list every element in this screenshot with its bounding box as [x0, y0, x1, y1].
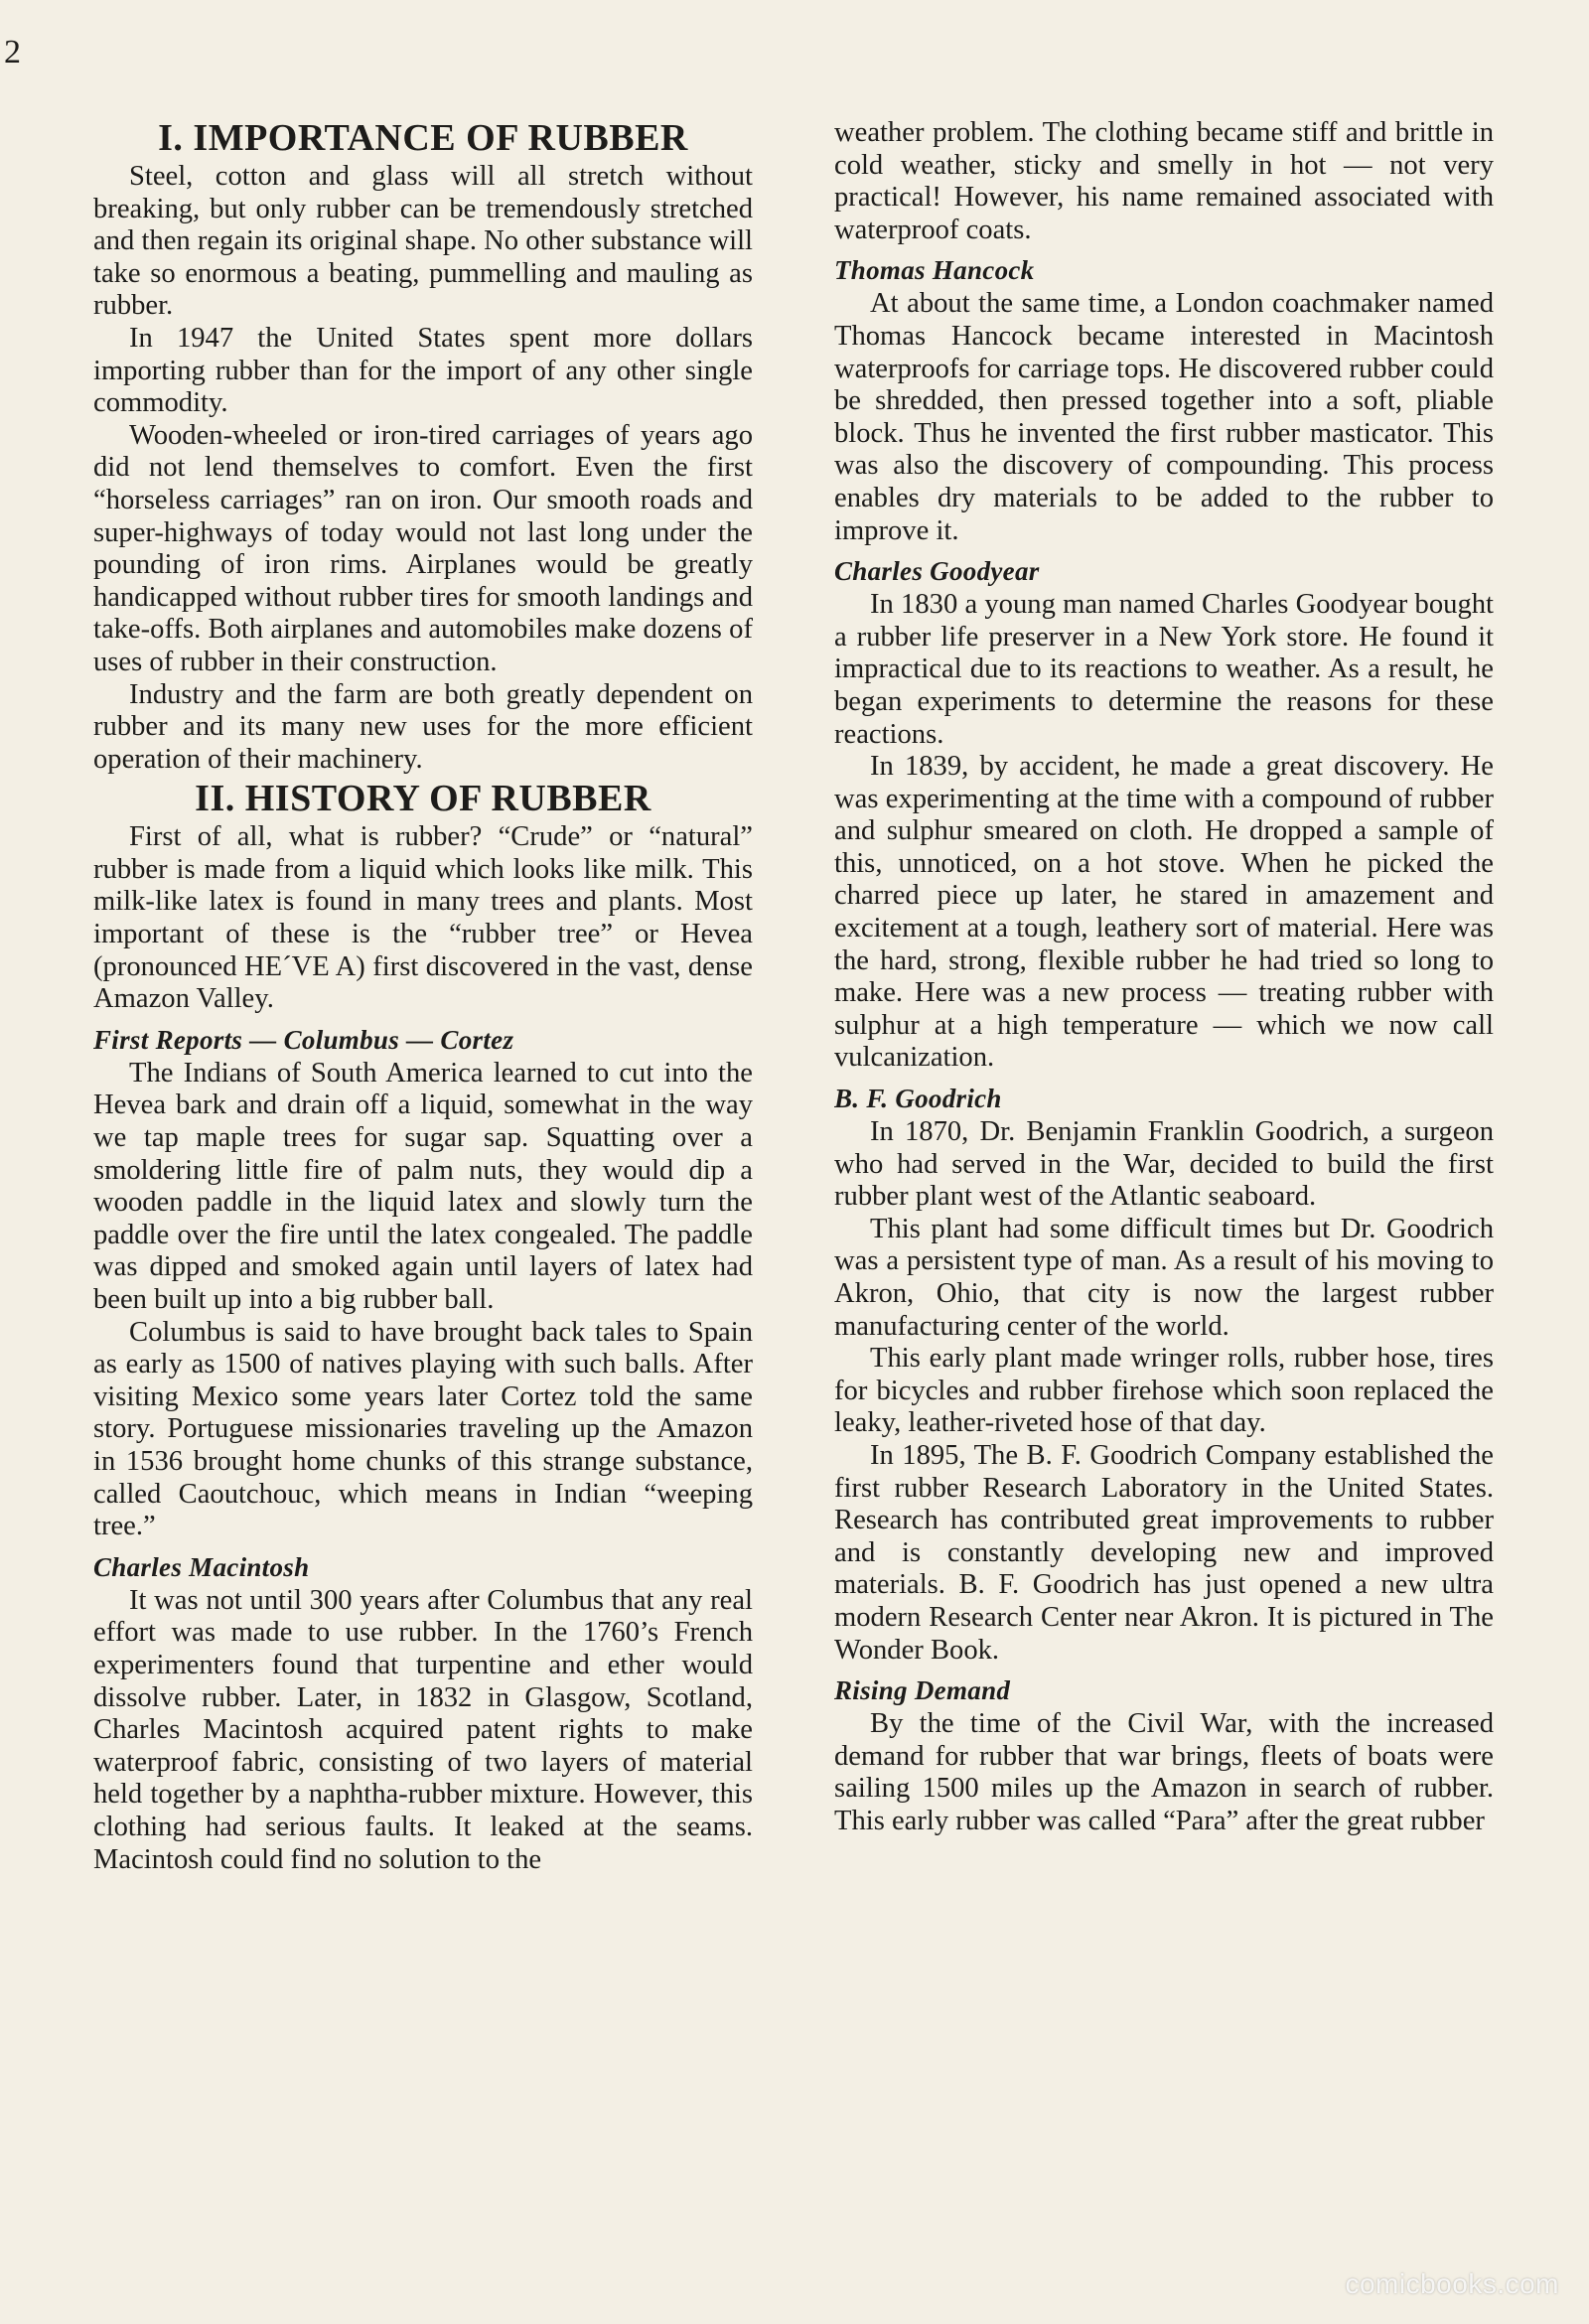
right-column	[834, 117, 1494, 2302]
paragraph: Industry and the farm are both greatly dependent on rubber and its many new uses for the more efficient operation of their machinery.	[93, 678, 753, 775]
watermark: comicbooks.com	[1345, 2268, 1559, 2299]
paragraph: In 1839, by accident, he made a great discovery. He was experimenting at the time with a compound of rubber and sulphur smeared on cloth. He dropped a sample of this, unnoticed, on a hot stove. When he picked the charred piece up later, he stared in amazement and excitement at a tough, leathery sort of material. Here was the hard, strong, flexible rubber he had tried so long to make. Here was a new process — treating rubber with sulphur at a high temperature — which we now call vulcanization.	[834, 751, 1494, 1074]
paragraph: In 1947 the United States spent more dollars importing rubber than for the import of any other single commodity.	[93, 322, 753, 419]
section-title-history: II. HISTORY OF RUBBER	[195, 778, 651, 820]
subhead-first-reports: First Reports — Columbus — Cortez	[93, 1024, 514, 1055]
subhead-hancock: Thomas Hancock	[834, 255, 1035, 286]
paragraph: In 1870, Dr. Benjamin Franklin Goodrich, a surgeon who had served in the War, decided to build the first rubber plant west of the Atlantic seaboard.	[834, 1116, 1494, 1213]
paragraph: Columbus is said to have brought back tales to Spain as early as 1500 of natives playing with such balls. After visiting Mexico some years later Cortez told the same story. Portuguese missionaries traveling up the Amazon in 1536 brought home chunks of this strange substance, called Caoutchouc, which means in Indian “weeping tree.”	[93, 1316, 753, 1542]
paragraph: This plant had some difficult times but Dr. Goodrich was a persistent type of man. As a result of his moving to Akron, Ohio, that city is now the largest rubber manufacturing center of the world.	[834, 1213, 1494, 1342]
paragraph: It was not until 300 years after Columbus that any real effort was made to use rubber. In the 1760’s French experimenters found that turpentine and ether would dissolve rubber. Later, in 1832 in Glasgow, Scotland, Charles Macintosh acquired patent rights to make waterproof fabric, consisting of two layers of material held together by a naphtha-rubber mixture. However, this clothing had serious faults. It leaked at the seams. Macintosh could find no solution to the	[93, 1584, 753, 1875]
paragraph: Steel, cotton and glass will all stretch without breaking, but only rubber can be tremendously stretched and then regain its original shape. No other substance will take so enormous a beating, pummelling and mauling as rubber.	[93, 161, 753, 322]
section-title-importance: I. IMPORTANCE OF RUBBER	[158, 117, 688, 159]
paragraph: Wooden-wheeled or iron-tired carriages of years ago did not lend themselves to comfort. Even the first “horseless carriages” ran on iron. Our smooth roads and super-highways of today would not last long under the pounding of iron rims. Airplanes would be greatly handicapped without rubber tires for smooth landings and take-offs. Both airplanes and automobiles make dozens of uses of rubber in their construction.	[93, 419, 753, 677]
subhead-goodyear: Charles Goodyear	[834, 556, 1040, 587]
paragraph: This early plant made wringer rolls, rubber hose, tires for bicycles and rubber firehose which soon replaced the leaky, leather-riveted hose of that day.	[834, 1343, 1494, 1439]
paragraph: The Indians of South America learned to cut into the Hevea bark and drain off a liquid, somewhat in the way we tap maple trees for sugar sap. Squatting over a smoldering little fire of palm nuts, they would dip a wooden paddle in the liquid latex and slowly turn the paddle over the fire until the latex congealed. The paddle was dipped and smoked again until layers of latex had been built up into a big rubber ball.	[93, 1057, 753, 1315]
subhead-macintosh: Charles Macintosh	[93, 1551, 310, 1582]
left-column	[93, 115, 753, 2300]
subhead-rising-demand: Rising Demand	[834, 1675, 1011, 1706]
paragraph: In 1895, The B. F. Goodrich Company established the first rubber Research Laboratory in the United States. Research has contributed great improvements to rubber and is constantly developing new and improved materials. B. F. Goodrich has just opened a new ultra modern Research Center near Akron. It is pictured in The Wonder Book.	[834, 1439, 1494, 1666]
paragraph: First of all, what is rubber? “Crude” or “natural” rubber is made from a liquid which looks like milk. This milk-like latex is found in many trees and plants. Most important of these is the “rubber tree” or Hevea (pronounced HE´VE A) first discovered in the vast, dense Amazon Valley.	[93, 821, 753, 1015]
subhead-goodrich: B. F. Goodrich	[834, 1084, 1002, 1114]
paragraph-continued: weather problem. The clothing became stiff and brittle in cold weather, sticky and smelly in hot — not very practical! However, his name remained associated with waterproof coats.	[834, 117, 1494, 245]
paragraph: By the time of the Civil War, with the increased demand for rubber that war brings, fleets of boats were sailing 1500 miles up the Amazon in search of rubber. This early rubber was called “Para” after the great rubber	[834, 1708, 1494, 1836]
paragraph: In 1830 a young man named Charles Goodyear bought a rubber life preserver in a New York store. He found it impractical due to its reactions to weather. As a result, he began experiments to determine the reasons for these reactions.	[834, 589, 1494, 750]
page-number: 2	[4, 34, 21, 71]
paragraph: At about the same time, a London coachmaker named Thomas Hancock became interested in Macintosh waterproofs for carriage tops. He discovered rubber could be shredded, then pressed together into a soft, pliable block. Thus he invented the first rubber masticator. This was also the discovery of compounding. This process enables dry materials to be added to the rubber to improve it.	[834, 288, 1494, 546]
